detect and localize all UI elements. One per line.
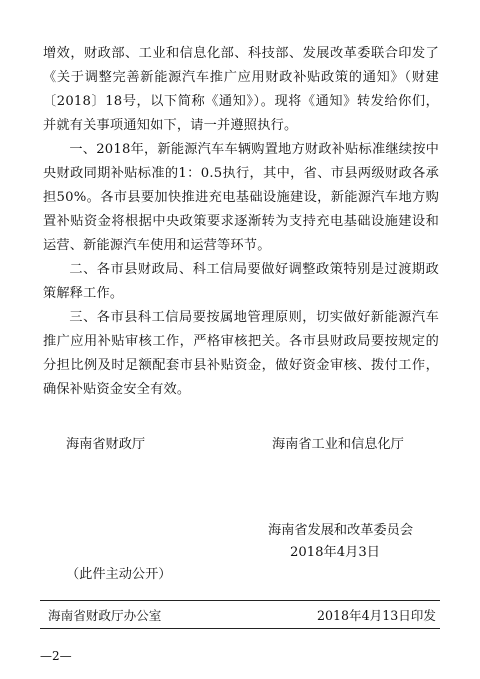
disclosure-note: （此件主动公开） (66, 567, 172, 582)
item-2-paragraph: 二、各市县财政局、科工信局要做好调整政策特别是过渡期政策解释工作。 (43, 262, 439, 301)
footer-print-date: 2018年4月13日印发 (316, 608, 436, 623)
intro-paragraph: 增效，财政部、工业和信息化部、科技部、发展改革委联合印发了《关于调整完善新能源汽车推广应用财政补贴政策的通知》（财建〔2018〕18号，以下简称《通知》）。现将《通知》转发给你们，并就有关事项通知如下，请一并遵照执行。 (43, 46, 439, 133)
page-number: —2— (40, 649, 72, 663)
footer-issuer: 海南省财政厅办公室 (48, 608, 162, 623)
footer-row (48, 608, 436, 624)
document-body (43, 42, 439, 402)
footer-top-rule (40, 600, 440, 601)
item-1-paragraph: 一、2018年，新能源汽车车辆购置地方财政补贴标准继续按中央财政同期补贴标准的1：0.5执行，其中，省、市县两级财政各承担50%。各市县要加快推进充电基础设施建设，新能源汽车地方购置补贴资金将根据中央政策要求逐渐转为支持充电基础设施建设和运营、新能源汽车使用和运营等环节。 (43, 142, 439, 253)
signature-development-commission: 海南省发展和改革委员会 (268, 523, 414, 538)
signature-finance-dept: 海南省财政厅 (66, 437, 146, 452)
item-3-paragraph: 三、各市县科工信局要按属地管理原则，切实做好新能源汽车推广应用补贴审核工作，严格审核把关。各市县财政局要按规定的分担比例及时足额配套市县补贴资金，做好资金审核、拨付工作，确保补贴资金安全有效。 (43, 310, 439, 397)
footer-bottom-rule (40, 628, 440, 629)
signature-industry-dept: 海南省工业和信息化厅 (272, 437, 404, 452)
signature-date: 2018年4月3日 (290, 545, 380, 560)
